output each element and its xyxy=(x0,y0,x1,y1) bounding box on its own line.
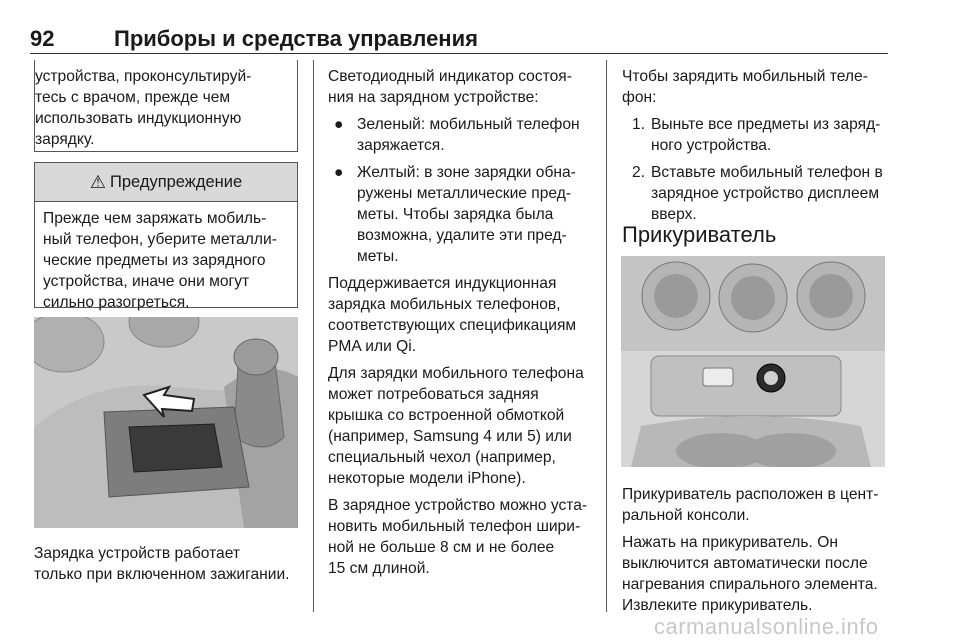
list-item xyxy=(622,162,890,225)
text-line: ния на зарядном устройстве: xyxy=(328,89,539,106)
text-line: (например, Samsung 4 или 5) или xyxy=(328,428,572,445)
paragraph xyxy=(622,484,890,526)
text-line: ного устройства. xyxy=(651,137,772,154)
text-line: сильно разогреться. xyxy=(43,294,190,311)
text-line: тесь с врачом, прежде чем xyxy=(35,89,231,106)
text-line: 15 см длиной. xyxy=(328,560,430,577)
text-line: Для зарядки мобильного телефона xyxy=(328,365,584,382)
warning-body xyxy=(35,202,297,313)
text-line: ческие предметы из зарядного xyxy=(43,252,266,269)
column-divider-2 xyxy=(606,60,607,612)
text-line: выключится автоматически после xyxy=(622,555,868,572)
text-line: возможна, удалите эти пред- xyxy=(357,227,567,244)
text-line: PMA или Qi. xyxy=(328,338,417,355)
text-line: фон: xyxy=(622,89,657,106)
text-line: устройства, проконсультируй- xyxy=(35,68,252,85)
warning-title: Предупреждение xyxy=(109,172,243,191)
text-line: использовать индукционную xyxy=(35,110,242,127)
led-status-list xyxy=(328,114,598,267)
text-line: Прежде чем заряжать мобиль- xyxy=(43,210,267,227)
step-number: 1. xyxy=(632,116,646,133)
text-line: Прикуриватель расположен в цент- xyxy=(622,486,879,503)
paragraph xyxy=(328,363,598,489)
section-title: Прикуриватель xyxy=(622,222,777,247)
list-item xyxy=(328,114,598,156)
list-item xyxy=(328,162,598,267)
text-line: меты. xyxy=(357,248,399,265)
text-line: Желтый: в зоне зарядки обна- xyxy=(357,164,576,181)
text-line: Зеленый: мобильный телефон xyxy=(357,116,580,133)
text-line: Светодиодный индикатор состоя- xyxy=(328,68,572,85)
text-line: может потребоваться задняя xyxy=(328,386,539,403)
text-line: ной не больше 8 см и не более xyxy=(328,539,555,556)
text-line: Нажать на прикуриватель. Он xyxy=(622,534,838,551)
paragraph xyxy=(328,495,598,579)
text-line: специальный чехол (например, xyxy=(328,449,556,466)
page-number: 92 xyxy=(30,26,55,51)
page-title: Приборы и средства управления xyxy=(114,26,478,51)
column-divider-1 xyxy=(313,60,314,612)
text-line: зарядка мобильных телефонов, xyxy=(328,296,561,313)
text-line: новить мобильный телефон шири- xyxy=(328,518,581,535)
text-line: нагревания спирального элемента. xyxy=(622,576,878,593)
charging-pad-photo xyxy=(34,317,298,528)
bullet-icon: ● xyxy=(334,164,344,181)
text-line: ный телефон, уберите металли- xyxy=(43,231,277,248)
list-item xyxy=(622,114,890,156)
column-3 xyxy=(622,66,890,231)
text-line: Поддерживается индукционная xyxy=(328,275,557,292)
cigarette-lighter-photo xyxy=(621,256,885,467)
watermark: carmanualsonline.info xyxy=(654,614,879,639)
text-line: Извлеките прикуриватель. xyxy=(622,597,813,614)
intro-box xyxy=(34,60,298,152)
text-line: ружены металлические пред- xyxy=(357,185,572,202)
header-rule xyxy=(30,53,888,54)
warning-header xyxy=(35,163,297,202)
text-line: крышка со встроенной обмоткой xyxy=(328,407,565,424)
text-line: некоторые модели iPhone). xyxy=(328,470,526,487)
text-line: ральной консоли. xyxy=(622,507,750,524)
text-line: Зарядка устройств работает xyxy=(34,545,241,562)
figure-caption xyxy=(34,543,310,585)
bullet-icon: ● xyxy=(334,116,344,133)
paragraph xyxy=(622,532,890,616)
paragraph xyxy=(328,66,598,108)
warning-box xyxy=(34,162,298,311)
warning-triangle-icon: ⚠ xyxy=(89,171,106,192)
text-line: только при включенном зажигании. xyxy=(34,566,290,583)
text-line: соответствующих спецификациям xyxy=(328,317,577,334)
text-line: устройства, иначе они могут xyxy=(43,273,250,290)
column-3-lower xyxy=(622,484,890,622)
text-line: зарядное устройство дисплеем xyxy=(651,185,880,202)
text-line: меты. Чтобы зарядка была xyxy=(357,206,554,223)
charging-steps xyxy=(622,114,890,225)
text-line: заряжается. xyxy=(357,137,445,154)
paragraph xyxy=(622,66,890,108)
step-number: 2. xyxy=(632,164,646,181)
text-line: зарядку. xyxy=(35,131,95,148)
text-line: Выньте все предметы из заряд- xyxy=(651,116,881,133)
text-line: Чтобы зарядить мобильный теле- xyxy=(622,68,868,85)
paragraph xyxy=(328,273,598,357)
page-header xyxy=(30,26,888,54)
text-line: В зарядное устройство можно уста- xyxy=(328,497,588,514)
text-line: Вставьте мобильный телефон в xyxy=(651,164,883,181)
column-2 xyxy=(328,66,598,585)
text-line: вверх. xyxy=(651,206,697,223)
